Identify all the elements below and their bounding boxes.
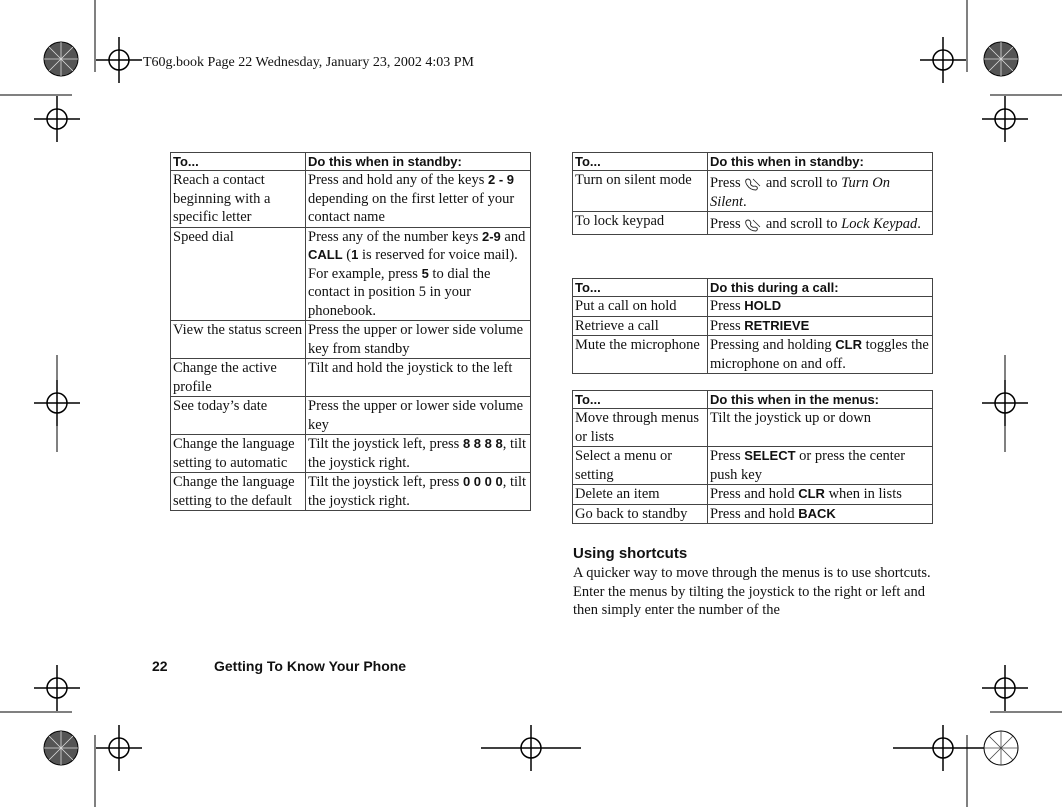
column-header: To... bbox=[573, 153, 708, 171]
to-cell: Change the active profile bbox=[171, 359, 306, 397]
to-cell: Change the language setting to automatic bbox=[171, 435, 306, 473]
table-header-row bbox=[171, 153, 531, 171]
action-cell: Tilt the joystick left, press 8 8 8 8, tilt the joystick right. bbox=[306, 435, 531, 473]
section-heading: Using shortcuts bbox=[573, 545, 688, 562]
table-row bbox=[573, 336, 933, 374]
phone-key-icon bbox=[744, 218, 762, 232]
column-header: Do this when in standby: bbox=[306, 153, 531, 171]
action-cell: Tilt the joystick up or down bbox=[708, 409, 933, 447]
table-row bbox=[573, 212, 933, 235]
action-cell: Press RETRIEVE bbox=[708, 316, 933, 336]
table-row bbox=[171, 435, 531, 473]
table-row bbox=[573, 297, 933, 317]
book-header: T60g.book Page 22 Wednesday, January 23, 2002 4:03 PM bbox=[143, 55, 474, 70]
standby-table bbox=[170, 152, 531, 511]
to-cell: Reach a contact beginning with a specific letter bbox=[171, 171, 306, 228]
to-cell: Move through menus or lists bbox=[573, 409, 708, 447]
to-cell: Put a call on hold bbox=[573, 297, 708, 317]
column-header: Do this during a call: bbox=[708, 279, 933, 297]
table-row bbox=[171, 321, 531, 359]
table-row bbox=[171, 171, 531, 228]
column-header: To... bbox=[171, 153, 306, 171]
table-row bbox=[573, 447, 933, 485]
menus-table bbox=[572, 390, 933, 524]
table-row bbox=[573, 504, 933, 524]
table-row bbox=[573, 316, 933, 336]
column-header: Do this when in standby: bbox=[708, 153, 933, 171]
table-row bbox=[573, 171, 933, 212]
table-row bbox=[171, 359, 531, 397]
table-row bbox=[573, 485, 933, 505]
action-cell: Press and hold BACK bbox=[708, 504, 933, 524]
action-cell: Tilt and hold the joystick to the left bbox=[306, 359, 531, 397]
to-cell: See today’s date bbox=[171, 397, 306, 435]
table-row bbox=[171, 227, 531, 321]
section-paragraph: A quicker way to move through the menus is to use shortcuts. Enter the menus by tilting the joystick to the right or left and then simply enter the number of the bbox=[573, 565, 931, 618]
action-cell: Press HOLD bbox=[708, 297, 933, 317]
column-header: To... bbox=[573, 391, 708, 409]
to-cell: Change the language setting to the default bbox=[171, 473, 306, 511]
standby-shortcut-table bbox=[572, 152, 933, 235]
action-cell: Press any of the number keys 2-9 and CALL (1 is reserved for voice mail). For example, press 5 to dial the contact in position 5 in your phonebook. bbox=[306, 227, 531, 321]
table-row bbox=[573, 409, 933, 447]
column-header: To... bbox=[573, 279, 708, 297]
action-cell: Press and scroll to Turn On Silent. bbox=[708, 171, 933, 212]
action-cell: Tilt the joystick left, press 0 0 0 0, tilt the joystick right. bbox=[306, 473, 531, 511]
to-cell: Mute the microphone bbox=[573, 336, 708, 374]
to-cell: To lock keypad bbox=[573, 212, 708, 235]
column-header: Do this when in the menus: bbox=[708, 391, 933, 409]
table-row bbox=[171, 473, 531, 511]
action-cell: Press SELECT or press the center push key bbox=[708, 447, 933, 485]
action-cell: Press and hold CLR when in lists bbox=[708, 485, 933, 505]
to-cell: View the status screen bbox=[171, 321, 306, 359]
page-number: 22 bbox=[152, 658, 168, 674]
table-header-row bbox=[573, 391, 933, 409]
action-cell: Press the upper or lower side volume key bbox=[306, 397, 531, 435]
to-cell: Turn on silent mode bbox=[573, 171, 708, 212]
action-cell: Press the upper or lower side volume key from standby bbox=[306, 321, 531, 359]
action-cell: Press and scroll to Lock Keypad. bbox=[708, 212, 933, 235]
phone-key-icon bbox=[744, 177, 762, 191]
to-cell: Speed dial bbox=[171, 227, 306, 321]
to-cell: Retrieve a call bbox=[573, 316, 708, 336]
action-cell: Pressing and holding CLR toggles the microphone on and off. bbox=[708, 336, 933, 374]
table-row bbox=[171, 397, 531, 435]
action-cell: Press and hold any of the keys 2 - 9 depending on the first letter of your contact name bbox=[306, 171, 531, 228]
table-header-row bbox=[573, 279, 933, 297]
call-table bbox=[572, 278, 933, 374]
to-cell: Go back to standby bbox=[573, 504, 708, 524]
chapter-title: Getting To Know Your Phone bbox=[214, 658, 407, 674]
table-header-row bbox=[573, 153, 933, 171]
to-cell: Select a menu or setting bbox=[573, 447, 708, 485]
to-cell: Delete an item bbox=[573, 485, 708, 505]
